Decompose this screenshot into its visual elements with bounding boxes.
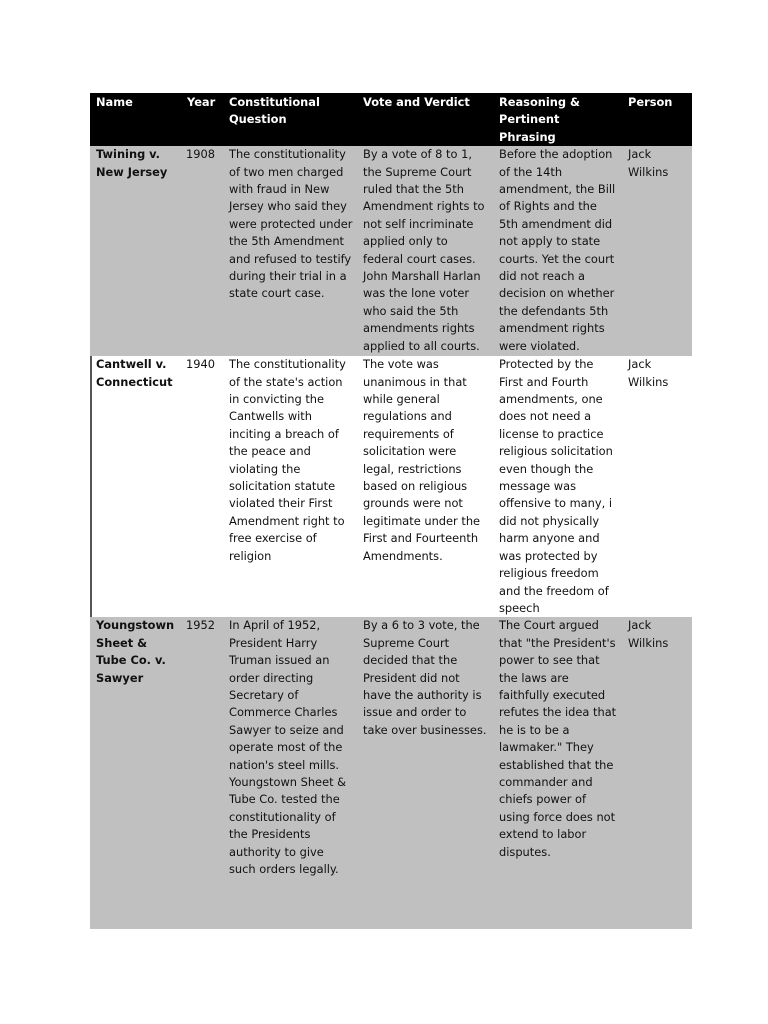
header-row	[90, 93, 692, 146]
header-person: Person	[622, 93, 692, 146]
header-year: Year	[181, 93, 223, 146]
table-row	[90, 356, 692, 617]
case-reasoning: Before the adoption of the 14th amendment, the Bill of Rights and the 5th amendment did not apply to state courts. Yet the court did not reach a decision on whether the defendants 5th amendment rights were violated.	[493, 146, 622, 356]
case-year: 1908	[181, 146, 223, 356]
case-question: The constitutionality of the state's action in convicting the Cantwells with inciting a breach of the peace and violating the solicitation statute violated their First Amendment right to free exercise of religion	[223, 356, 357, 617]
header-reasoning: Reasoning & Pertinent Phrasing	[493, 93, 622, 146]
case-year: 1952	[181, 617, 223, 929]
header-constitutional-question: Constitutional Question	[223, 93, 357, 146]
case-verdict: The vote was unanimous in that while general regulations and requirements of solicitation were legal, restrictions based on religious grounds were not legitimate under the First and Fourteenth Amendments.	[357, 356, 493, 617]
table-row	[90, 617, 692, 929]
header-name: Name	[90, 93, 181, 146]
case-name: Twining v. New Jersey	[90, 146, 181, 356]
case-person: Jack Wilkins	[622, 146, 692, 356]
case-reasoning: Protected by the First and Fourth amendments, one does not need a license to practice religious solicitation even though the message was offensive to many, i did not physically harm anyone and was protected by religious freedom and the freedom of speech	[493, 356, 622, 617]
header-vote-and-verdict: Vote and Verdict	[357, 93, 493, 146]
case-year: 1940	[181, 356, 223, 617]
case-name: Youngstown Sheet & Tube Co. v. Sawyer	[90, 617, 181, 929]
case-person: Jack Wilkins	[622, 356, 692, 617]
table-row	[90, 146, 692, 356]
case-person: Jack Wilkins	[622, 617, 692, 929]
case-question: The constitutionality of two men charged with fraud in New Jersey who said they were protected under the 5th Amendment and refused to testify during their trial in a state court case.	[223, 146, 357, 356]
case-reasoning: The Court argued that "the President's power to see that the laws are faithfully executed refutes the idea that he is to be a lawmaker." They established that the commander and chiefs power of using force does not extend to labor disputes.	[493, 617, 622, 929]
court-cases-table	[90, 93, 692, 929]
case-verdict: By a vote of 8 to 1, the Supreme Court ruled that the 5th Amendment rights to not self incriminate applied only to federal court cases. John Marshall Harlan was the lone voter who said the 5th amendments rights applied to all courts.	[357, 146, 493, 356]
case-name: Cantwell v. Connecticut	[90, 356, 181, 617]
case-question: In April of 1952, President Harry Truman issued an order directing Secretary of Commerce Charles Sawyer to seize and operate most of the nation's steel mills. Youngstown Sheet & Tube Co. tested the constitutionality of the Presidents authority to give such orders legally.	[223, 617, 357, 929]
case-verdict: By a 6 to 3 vote, the Supreme Court decided that the President did not have the authority is issue and order to take over businesses.	[357, 617, 493, 929]
